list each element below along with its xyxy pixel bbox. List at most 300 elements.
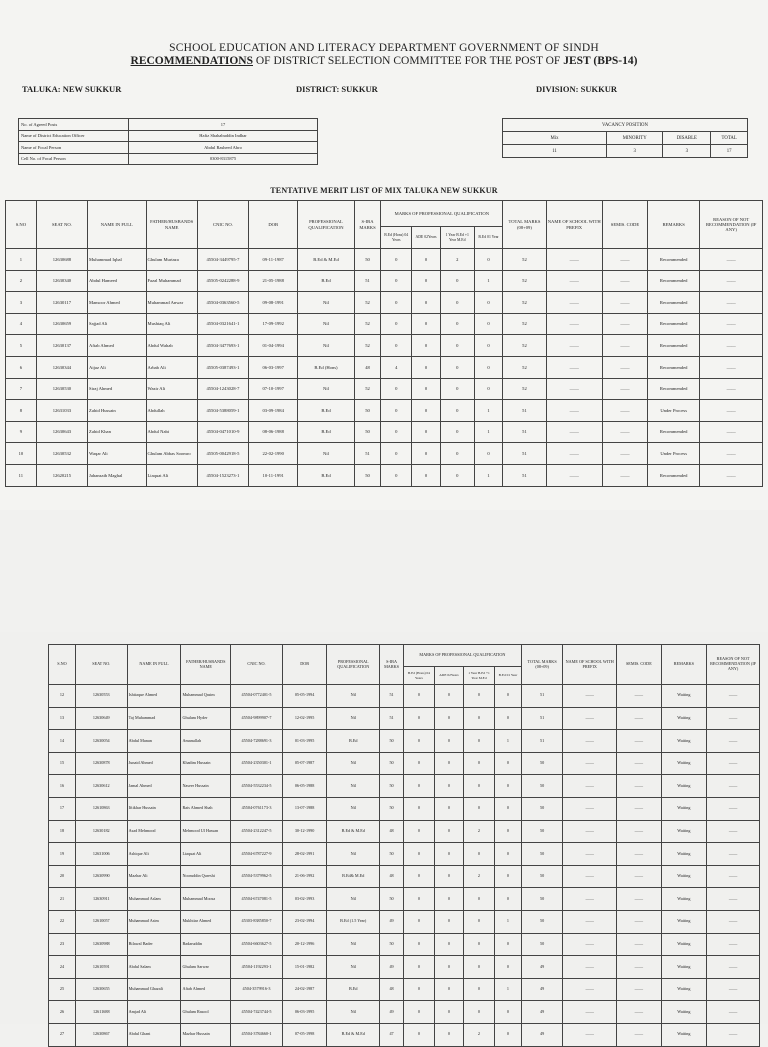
cell-m1: 4 (381, 356, 412, 378)
cell-name: Waqar Ali (88, 443, 146, 465)
cell-school: —— (563, 797, 617, 820)
cell-sno: 26 (49, 1001, 76, 1024)
cell-m1: 0 (403, 685, 434, 708)
cell-m3: 0 (463, 1001, 494, 1024)
col-sno-header: S.NO (6, 201, 37, 249)
cell-total: 52 (503, 313, 546, 335)
cell-siba: 50 (380, 843, 404, 866)
cell-remarks: Waiting (661, 752, 707, 775)
document-page-1 (0, 0, 768, 510)
cell-m4: 0 (495, 956, 522, 979)
cell-dob: 23-02-1994 (282, 910, 327, 933)
col-semis-header: SEMIS. CODE (617, 645, 662, 685)
cell-school: —— (563, 707, 617, 730)
cell-name: Amjad Ali (127, 1001, 181, 1024)
merit-table-page-2 (48, 644, 760, 1047)
cell-semis: —— (617, 730, 662, 753)
table-row (49, 956, 760, 979)
cell-total: 50 (521, 843, 562, 866)
cell-dob: 07-05-1998 (282, 1023, 327, 1046)
cell-m4: 0 (495, 933, 522, 956)
cell-seat: 12631006 (75, 843, 127, 866)
cell-seat: 12631033 (36, 400, 87, 422)
cell-m2: 0 (434, 888, 463, 911)
cell-prof: Nil (327, 843, 380, 866)
cell-cnic: 45504-7288691-3 (231, 730, 283, 753)
cell-reason: —— (707, 888, 760, 911)
cell-semis: —— (617, 797, 662, 820)
cell-school: —— (546, 356, 602, 378)
cell-reason: —— (700, 270, 763, 292)
cell-m3: 0 (463, 978, 494, 1001)
col-father-header: FATHER/HUSBANDS NAME (146, 201, 197, 249)
cell-siba: 50 (380, 797, 404, 820)
cell-m4: 0 (495, 820, 522, 843)
cell-semis: —— (602, 378, 647, 400)
cell-semis: —— (617, 1023, 662, 1046)
table-row (49, 730, 760, 753)
cell-total: 49 (521, 978, 562, 1001)
cell-father: Ghulam Abbas Soomro (146, 443, 197, 465)
cell-name: Siraj Ahmed (88, 378, 146, 400)
cell-seat: 12630655 (75, 978, 127, 1001)
cell-prof: Nil (298, 335, 354, 357)
table-row (6, 443, 763, 465)
cell-dob: 06-03-1997 (249, 356, 298, 378)
cell-remarks: Under Process (648, 400, 700, 422)
cell-dob: 10-11-1991 (249, 464, 298, 486)
cell-prof: B.Ed (327, 730, 380, 753)
cell-semis: —— (602, 400, 647, 422)
marks-sub-header: 1 Year B.Ed +1 Year M.Ed (440, 227, 474, 249)
cell-father: Khadim Hussain (181, 752, 231, 775)
cell-reason: —— (707, 820, 760, 843)
cell-reason: —— (707, 1001, 760, 1024)
cell-m1: 0 (403, 797, 434, 820)
cell-cnic: 45504-1243028-7 (197, 378, 248, 400)
cell-m4: 1 (474, 270, 503, 292)
table-row (6, 249, 763, 271)
cell-seat: 12630988 (75, 933, 127, 956)
cell-cnic: 45504-0363560-5 (197, 292, 248, 314)
cell-siba: 48 (354, 356, 381, 378)
info-value: 17 (129, 119, 318, 131)
cell-cnic: 45504-1192293-1 (231, 956, 283, 979)
cell-m3: 0 (463, 797, 494, 820)
cell-m1: 0 (403, 730, 434, 753)
marks-sub-header: ADE 02Years (434, 667, 463, 685)
cell-m2: 0 (412, 356, 441, 378)
cell-m4: 0 (495, 775, 522, 798)
cell-cnic: 4504-3579916-3 (231, 978, 283, 1001)
cell-prof: B.Ed (298, 270, 354, 292)
cell-remarks: Waiting (661, 730, 707, 753)
cell-father: Naseer Hussain (181, 775, 231, 798)
info-label: Cell No. of Focal Person (19, 153, 129, 165)
cell-dob: 06-05-1988 (282, 775, 327, 798)
cell-name: Muhammad Asim (127, 910, 181, 933)
cell-seat: 12630553 (75, 685, 127, 708)
vacancy-value: 3 (607, 145, 663, 158)
cell-father: Muhammad Anwar (146, 292, 197, 314)
cell-dob: 03-02-1993 (282, 888, 327, 911)
cell-siba: 49 (380, 956, 404, 979)
cell-reason: —— (700, 313, 763, 335)
col-name-header: NAME IN FULL (127, 645, 181, 685)
info-row (19, 142, 318, 154)
cell-total: 52 (503, 292, 546, 314)
cell-prof: Nil (298, 313, 354, 335)
cell-m1: 0 (381, 400, 412, 422)
cell-school: —— (563, 730, 617, 753)
cell-semis: —— (602, 249, 647, 271)
cell-school: —— (563, 1001, 617, 1024)
cell-prof: Nil (327, 775, 380, 798)
col-dob-header: DOB (249, 201, 298, 249)
cell-reason: —— (707, 797, 760, 820)
taluka-label: TALUKA: NEW SUKKUR (22, 84, 122, 94)
cell-cnic: 45504-3449795-7 (197, 249, 248, 271)
cell-semis: —— (602, 464, 647, 486)
cell-reason: —— (707, 775, 760, 798)
cell-m3: 0 (463, 730, 494, 753)
cell-m2: 0 (434, 910, 463, 933)
cell-school: —— (546, 400, 602, 422)
cell-m2: 0 (434, 685, 463, 708)
cell-m1: 0 (403, 707, 434, 730)
cell-school: —— (563, 1023, 617, 1046)
cell-dob: 09-08-1991 (249, 292, 298, 314)
vacancy-value: 17 (711, 145, 748, 158)
cell-m2: 0 (434, 752, 463, 775)
cell-father: Wazir Ali (146, 378, 197, 400)
cell-sno: 1 (6, 249, 37, 271)
committee-text: OF DISTRICT SELECTION COMMITTEE FOR THE POST OF (253, 55, 564, 67)
cell-remarks: Recommended (648, 270, 700, 292)
cell-m3: 0 (463, 707, 494, 730)
cell-seat: 12610863 (75, 797, 127, 820)
cell-prof: B.Ed & M.Ed (298, 249, 354, 271)
info-value: 0300-8315875 (129, 153, 318, 165)
cell-sno: 16 (49, 775, 76, 798)
cell-semis: —— (617, 707, 662, 730)
cell-semis: —— (602, 270, 647, 292)
col-prof-header: PROFESSIONAL QUALIFICATION (327, 645, 380, 685)
col-reason-header: REASON OF NOT RECOMMENDATION (IF ANY) (700, 201, 763, 249)
cell-dob: 13-07-1988 (282, 797, 327, 820)
document-page-2 (0, 632, 768, 1037)
cell-remarks: Recommended (648, 356, 700, 378)
cell-m1: 0 (403, 933, 434, 956)
vacancy-header: MINORITY (607, 132, 663, 145)
cell-reason: —— (707, 933, 760, 956)
cell-semis: —— (617, 865, 662, 888)
cell-reason: —— (700, 421, 763, 443)
col-school-header: NAME OF SCHOOL WITH PREFIX (546, 201, 602, 249)
cell-cnic: 45505-0042918-5 (197, 443, 248, 465)
vacancy-header: TOTAL (711, 132, 748, 145)
officer-info-table (18, 118, 318, 165)
cell-total: 50 (521, 820, 562, 843)
cell-siba: 52 (354, 378, 381, 400)
cell-father: Ghulam Hyder (181, 707, 231, 730)
col-remarks-header: REMARKS (648, 201, 700, 249)
cell-cnic: 45504-6603627-5 (231, 933, 283, 956)
col-siba-header: S-IBA MARKS (380, 645, 404, 685)
cell-m2: 0 (412, 400, 441, 422)
cell-dob: 24-02-1987 (282, 978, 327, 1001)
cell-prof: Nil (327, 933, 380, 956)
cell-sno: 13 (49, 707, 76, 730)
committee-title (0, 55, 768, 67)
cell-semis: —— (617, 752, 662, 775)
cell-prof: Nil (327, 797, 380, 820)
cell-reason: —— (700, 464, 763, 486)
cell-name: Ishtiaque Ahmed (127, 685, 181, 708)
cell-seat: 12630137 (36, 335, 87, 357)
cell-school: —— (546, 421, 602, 443)
table-row (6, 378, 763, 400)
district-label: DISTRICT: SUKKUR (296, 84, 378, 94)
cell-m3: 0 (463, 843, 494, 866)
table-row (49, 685, 760, 708)
cell-sno: 8 (6, 400, 37, 422)
cell-total: 52 (503, 378, 546, 400)
cell-m2: 0 (434, 843, 463, 866)
cell-sno: 5 (6, 335, 37, 357)
cell-school: —— (563, 888, 617, 911)
cell-reason: —— (707, 730, 760, 753)
cell-total: 52 (503, 356, 546, 378)
cell-prof: B.Ed (1.5 Year) (327, 910, 380, 933)
cell-school: —— (563, 956, 617, 979)
cell-dob: 08-06-1988 (249, 421, 298, 443)
cell-total: 50 (521, 797, 562, 820)
table-row (6, 421, 763, 443)
col-semis-header: SEMIS. CODE (602, 201, 647, 249)
cell-seat: 12630182 (75, 820, 127, 843)
cell-seat: 12611688 (75, 1001, 127, 1024)
cell-siba: 52 (354, 335, 381, 357)
cell-semis: —— (602, 356, 647, 378)
cell-name: Muhammad Iqbal (88, 249, 146, 271)
cell-father: Muhammad Qasim (181, 685, 231, 708)
cell-reason: —— (707, 843, 760, 866)
cell-m3: 0 (463, 910, 494, 933)
cell-m2: 0 (434, 978, 463, 1001)
cell-remarks: Waiting (661, 978, 707, 1001)
cell-m1: 0 (403, 910, 434, 933)
cell-m3: 0 (440, 335, 474, 357)
cell-father: Abdul Nabi (146, 421, 197, 443)
cell-m3: 0 (463, 752, 494, 775)
cell-siba: 51 (354, 443, 381, 465)
cell-m2: 0 (412, 464, 441, 486)
cell-name: Abdul Manan (127, 730, 181, 753)
cell-total: 51 (503, 464, 546, 486)
cell-m4: 0 (495, 865, 522, 888)
cell-reason: —— (707, 910, 760, 933)
cell-cnic: 45505-0242288-9 (197, 270, 248, 292)
cell-m4: 0 (495, 1023, 522, 1046)
cell-m2: 0 (412, 249, 441, 271)
cell-total: 51 (521, 730, 562, 753)
cell-dob: 21-06-1992 (282, 865, 327, 888)
cell-semis: —— (602, 313, 647, 335)
cell-father: Liaquat Ali (181, 843, 231, 866)
cell-m4: 1 (495, 730, 522, 753)
info-label: Name of District Education Officer (19, 130, 129, 142)
marks-group-header: MARKS OF PROFESSIONAL QUALIFICATION (403, 645, 521, 667)
info-label: Name of Focal Person (19, 142, 129, 154)
cell-m4: 0 (495, 707, 522, 730)
department-title: SCHOOL EDUCATION AND LITERACY DEPARTMENT GOVERNMENT OF SINDH (169, 42, 599, 54)
cell-dob: 30-12-1990 (282, 820, 327, 843)
cell-remarks: Recommended (648, 292, 700, 314)
cell-m2: 0 (434, 933, 463, 956)
cell-semis: —— (602, 421, 647, 443)
col-school-header: NAME OF SCHOOL WITH PREFIX (563, 645, 617, 685)
table-row (49, 707, 760, 730)
cell-cnic: 45504-5379962-5 (231, 865, 283, 888)
cell-siba: 50 (380, 933, 404, 956)
cell-m1: 0 (381, 464, 412, 486)
cell-m3: 2 (440, 249, 474, 271)
cell-m3: 0 (463, 888, 494, 911)
cell-sno: 27 (49, 1023, 76, 1046)
cell-seat: 12630990 (75, 865, 127, 888)
col-father-header: FATHER/HUSBANDS NAME (181, 645, 231, 685)
cell-m2: 0 (434, 1001, 463, 1024)
cell-m2: 0 (434, 1023, 463, 1046)
cell-m4: 0 (474, 443, 503, 465)
cell-siba: 52 (354, 292, 381, 314)
col-total-header: TOTAL MARKS (08+09) (521, 645, 562, 685)
cell-dob: 01-03-1995 (282, 730, 327, 753)
col-reason-header: REASON OF NOT RECOMMENDATION (IF ANY) (707, 645, 760, 685)
cell-sno: 9 (6, 421, 37, 443)
cell-siba: 50 (380, 752, 404, 775)
cell-total: 52 (503, 249, 546, 271)
col-remarks-header: REMARKS (661, 645, 707, 685)
division-label: DIVISION: SUKKUR (536, 84, 617, 94)
cell-m3: 0 (440, 378, 474, 400)
cell-name: Mazhar Ali (127, 865, 181, 888)
table-row (49, 933, 760, 956)
cell-m2: 0 (434, 820, 463, 843)
cell-m4: 1 (495, 910, 522, 933)
cell-sno: 21 (49, 888, 76, 911)
cell-total: 50 (521, 752, 562, 775)
marks-group-header: MARKS OF PROFESSIONAL QUALIFICATION (381, 201, 503, 227)
cell-m3: 0 (440, 292, 474, 314)
cell-m1: 0 (403, 865, 434, 888)
cell-sno: 17 (49, 797, 76, 820)
col-name-header: NAME IN FULL (88, 201, 146, 249)
cell-m3: 0 (440, 313, 474, 335)
cell-prof: Nil (298, 378, 354, 400)
cell-cnic: 45504-9899907-7 (231, 707, 283, 730)
cell-semis: —— (602, 335, 647, 357)
cell-remarks: Recommended (648, 335, 700, 357)
cell-m4: 0 (495, 1001, 522, 1024)
cell-m1: 0 (381, 292, 412, 314)
cell-m1: 0 (381, 270, 412, 292)
marks-sub-header: B.Ed 01 Year (495, 667, 522, 685)
info-value: Hafiz Shahabuddin Indhar (129, 130, 318, 142)
cell-total: 51 (503, 400, 546, 422)
cell-siba: 48 (380, 978, 404, 1001)
info-value: Abdul Rasheed Abro (129, 142, 318, 154)
cell-m1: 0 (403, 888, 434, 911)
cell-siba: 47 (380, 1023, 404, 1046)
cell-sno: 24 (49, 956, 76, 979)
cell-school: —— (546, 270, 602, 292)
cell-cnic: 45504-7423744-5 (231, 1001, 283, 1024)
cell-seat: 12610591 (75, 956, 127, 979)
cell-m4: 0 (495, 843, 522, 866)
cell-reason: —— (700, 443, 763, 465)
cell-prof: Nil (327, 707, 380, 730)
cell-prof: B.Ed (327, 978, 380, 1001)
cell-prof: B.Ed & M.Ed (327, 820, 380, 843)
cell-m1: 0 (403, 1001, 434, 1024)
cell-name: Jahanzaib Maghal (88, 464, 146, 486)
table-row (49, 843, 760, 866)
cell-semis: —— (617, 820, 662, 843)
cell-total: 49 (521, 956, 562, 979)
cell-total: 51 (521, 707, 562, 730)
cell-dob: 05-05-1994 (282, 685, 327, 708)
cell-reason: —— (707, 956, 760, 979)
cell-remarks: Recommended (648, 464, 700, 486)
cell-dob: 06-03-1995 (282, 1001, 327, 1024)
merit-table-page-1 (5, 200, 763, 487)
cell-total: 50 (521, 865, 562, 888)
table-row (6, 335, 763, 357)
cell-seat: 12630688 (36, 249, 87, 271)
cell-father: Amanullah (181, 730, 231, 753)
table-row (49, 910, 760, 933)
cell-dob: 01-04-1994 (249, 335, 298, 357)
cell-name: Mansoor Ahmed (88, 292, 146, 314)
cell-siba: 50 (354, 421, 381, 443)
table-row (6, 464, 763, 486)
cell-m4: 0 (474, 335, 503, 357)
cell-remarks: Recommended (648, 313, 700, 335)
cell-m2: 0 (412, 292, 441, 314)
cell-prof: Nil (298, 292, 354, 314)
cell-dob: 12-02-1995 (282, 707, 327, 730)
cell-m3: 0 (463, 685, 494, 708)
cell-remarks: Waiting (661, 956, 707, 979)
cell-sno: 7 (6, 378, 37, 400)
cell-seat: 12620215 (36, 464, 87, 486)
cell-total: 52 (503, 270, 546, 292)
cell-m1: 0 (381, 313, 412, 335)
cell-cnic: 45504-0772401-5 (231, 685, 283, 708)
cell-m2: 0 (412, 335, 441, 357)
cell-dob: 20-12-1996 (282, 933, 327, 956)
cell-m3: 0 (440, 270, 474, 292)
cell-semis: —— (602, 292, 647, 314)
cell-m4: 0 (495, 797, 522, 820)
cell-seat: 12630649 (75, 707, 127, 730)
marks-sub-header: B.Ed (Hons) 04 Years (403, 667, 434, 685)
table-row (49, 752, 760, 775)
cell-school: —— (546, 292, 602, 314)
cell-remarks: Waiting (661, 888, 707, 911)
